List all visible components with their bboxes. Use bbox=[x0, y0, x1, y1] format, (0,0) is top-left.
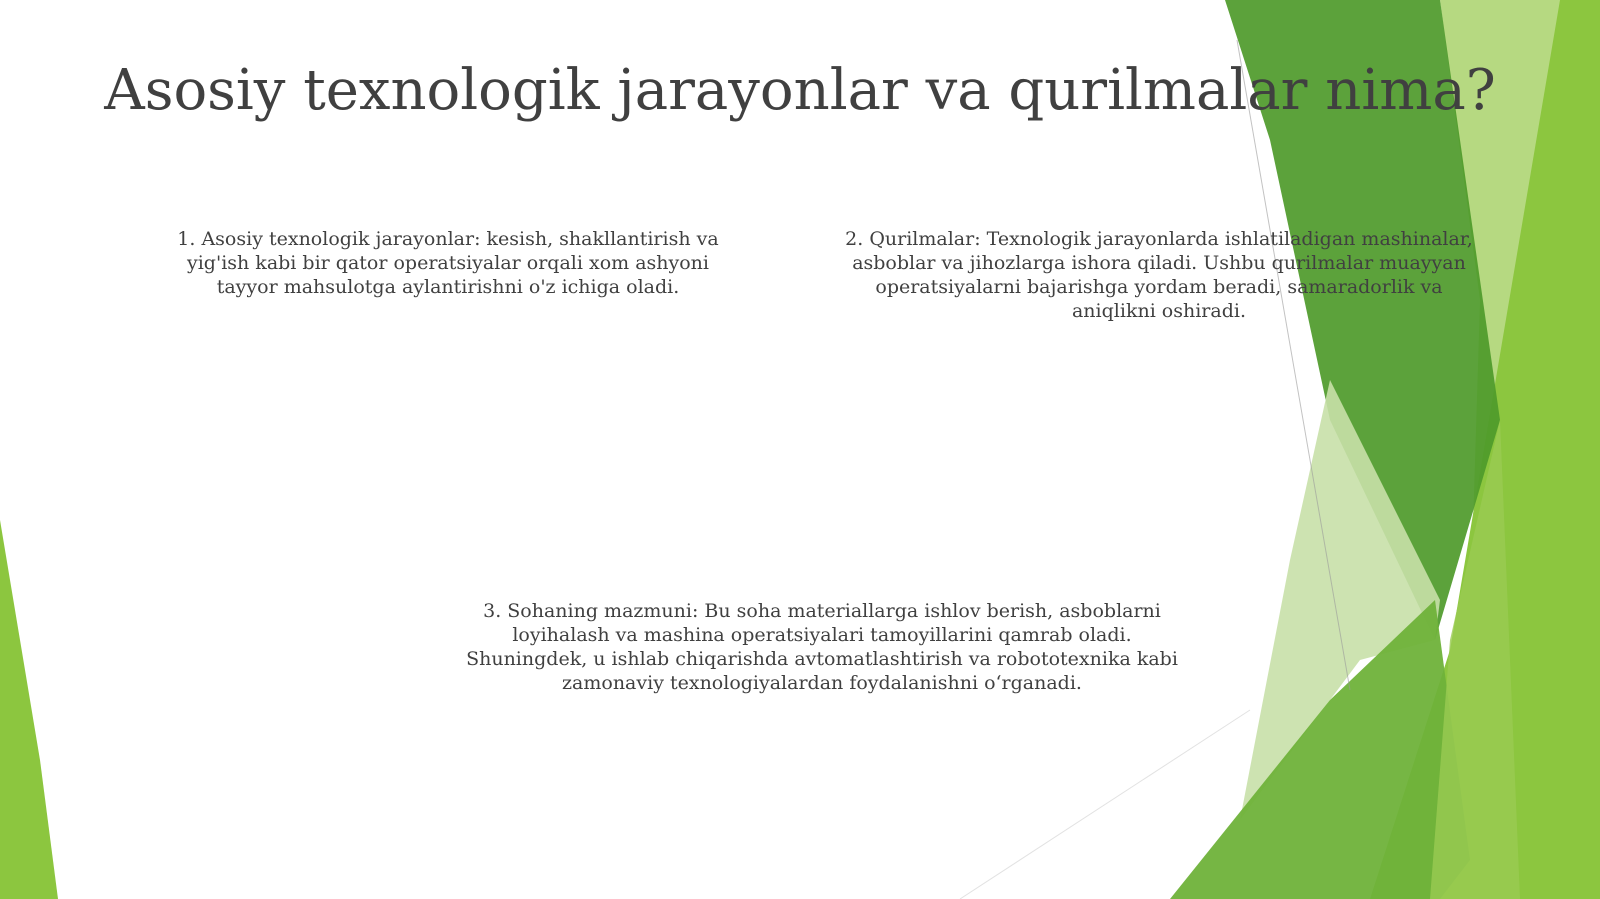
text-block-field-content: 3. Sohaning mazmuni: Bu soha materiallarga ishlov berish, asboblarni loyihalash va mashina operatsiyalari tamoyillarini qamrab oladi. Shuningdek, u ishlab chiqarishda avtomatlashtirish va robototexnika kabi zamonaviy texnologiyalardan foydalanishni o‘rganadi. bbox=[466, 600, 1178, 694]
text-block-devices: 2. Qurilmalar: Texnologik jarayonlarda ishlatiladigan mashinalar, asboblar va jihozlarga ishora qiladi. Ushbu qurilmalar muayyan operatsiyalarni bajarishga yordam beradi, samaradorlik va aniqlikni oshiradi. bbox=[845, 228, 1473, 322]
slide-title: Asosiy texnologik jarayonlar va qurilmalar nima? bbox=[104, 58, 1496, 123]
left-green-sliver bbox=[0, 520, 58, 899]
text-block-processes: 1. Asosiy texnologik jarayonlar: kesish, shakllantirish va yig'ish kabi bir qator operatsiyalar orqali xom ashyoni tayyor mahsulotga aylantirishni o'z ichiga oladi. bbox=[177, 228, 719, 298]
